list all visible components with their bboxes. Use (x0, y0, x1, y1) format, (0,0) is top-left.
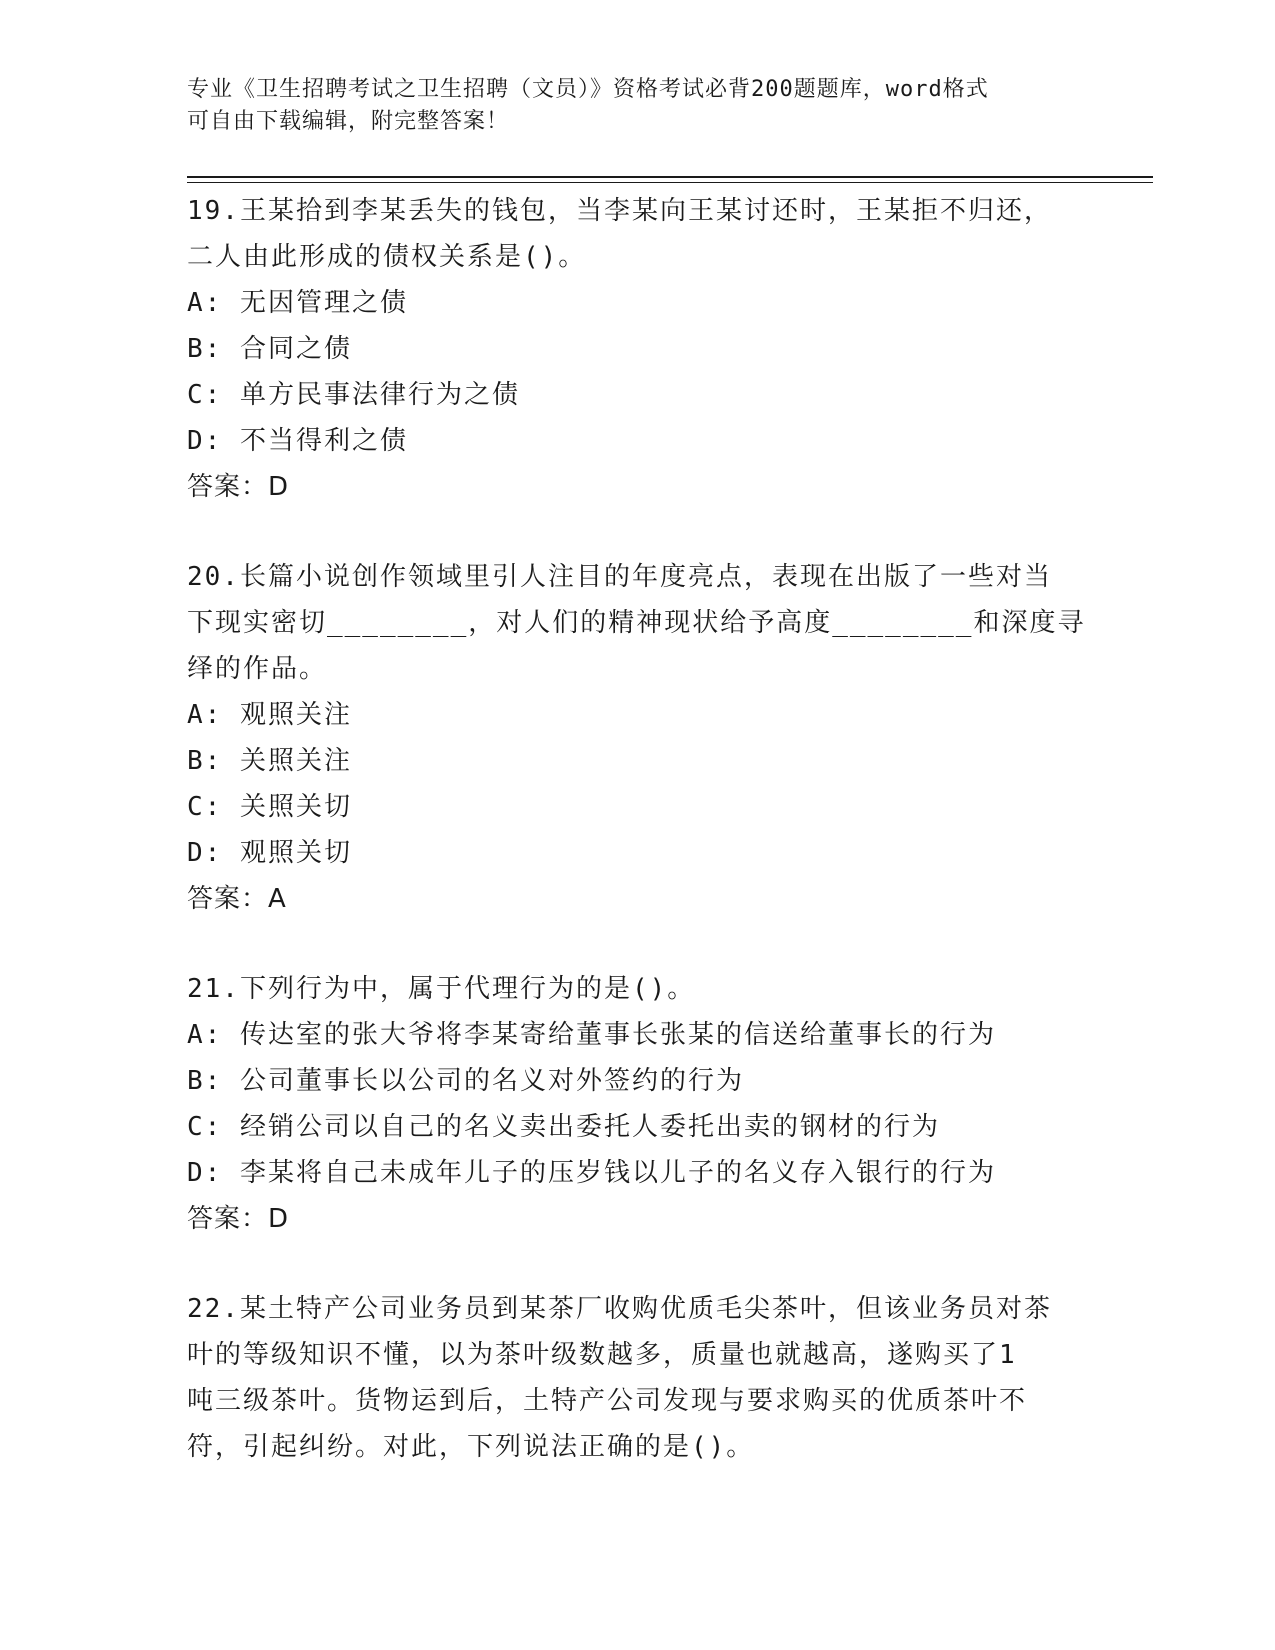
page-header (187, 74, 1067, 138)
question-text-line: 叶的等级知识不懂，以为茶叶级数越多，质量也就越高，遂购买了1 (187, 1340, 1017, 1370)
question-text-line: 二人由此形成的债权关系是()。 (187, 242, 587, 272)
question-text-line: 绎的作品。 (187, 654, 328, 684)
option-c: C: 关照关切 (187, 792, 352, 822)
question-19 (187, 188, 1087, 510)
header-divider-thin (187, 182, 1153, 183)
answer-label: 答案：D (187, 472, 290, 502)
option-b: B: 合同之债 (187, 334, 352, 364)
option-a: A: 观照关注 (187, 700, 352, 730)
header-divider-thick (187, 176, 1153, 178)
header-title-line-1: 专业《卫生招聘考试之卫生招聘（文员）》资格考试必背200题题库，word格式 (187, 77, 989, 102)
question-20 (187, 554, 1087, 922)
option-a: A: 传达室的张大爷将李某寄给董事长张某的信送给董事长的行为 (187, 1020, 996, 1050)
option-d: D: 李某将自己未成年儿子的压岁钱以儿子的名义存入银行的行为 (187, 1158, 996, 1188)
question-21 (187, 966, 1087, 1242)
option-a: A: 无因管理之债 (187, 288, 408, 318)
answer-label: 答案：D (187, 1204, 290, 1234)
header-title-line-2: 可自由下载编辑，附完整答案！ (187, 109, 510, 134)
question-text-line: 21.下列行为中，属于代理行为的是()。 (187, 974, 696, 1004)
answer-label: 答案：A (187, 884, 287, 914)
question-text-line: 20.长篇小说创作领域里引人注目的年度亮点，表现在出版了一些对当 (187, 562, 1052, 592)
question-text-line: 19.王某拾到李某丢失的钱包，当李某向王某讨还时，王某拒不归还， (187, 196, 1052, 226)
option-d: D: 观照关切 (187, 838, 352, 868)
option-c: C: 单方民事法律行为之债 (187, 380, 520, 410)
question-text-line: 符，引起纠纷。对此，下列说法正确的是()。 (187, 1432, 755, 1462)
option-b: B: 关照关注 (187, 746, 352, 776)
option-c: C: 经销公司以自己的名义卖出委托人委托出卖的钢材的行为 (187, 1112, 940, 1142)
option-b: B: 公司董事长以公司的名义对外签约的行为 (187, 1066, 744, 1096)
question-text-line: 吨三级茶叶。货物运到后，土特产公司发现与要求购买的优质茶叶不 (187, 1386, 1028, 1416)
question-22 (187, 1286, 1087, 1470)
question-text-line: 下现实密切________，对人们的精神现状给予高度________和深度寻 (187, 608, 1086, 638)
option-d: D: 不当得利之债 (187, 426, 408, 456)
question-text-line: 22.某土特产公司业务员到某茶厂收购优质毛尖茶叶，但该业务员对茶 (187, 1294, 1052, 1324)
